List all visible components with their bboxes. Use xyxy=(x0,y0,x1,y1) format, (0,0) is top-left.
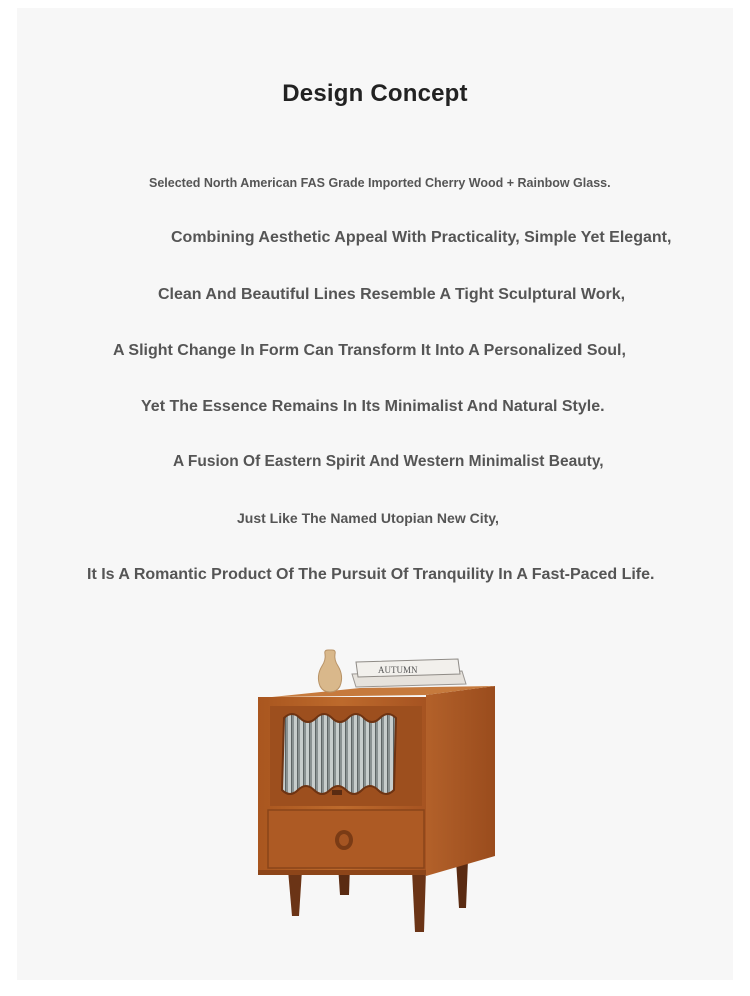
vase xyxy=(318,650,341,692)
rainbow-glass-panel xyxy=(282,714,396,794)
intro-text: Selected North American FAS Grade Imported Cherry Wood + Rainbow Glass. xyxy=(149,176,611,190)
concept-line-2: Clean And Beautiful Lines Resemble A Tight Sculptural Work, xyxy=(158,286,626,303)
concept-line-3: A Slight Change In Form Can Transform It Into A Personalized Soul, xyxy=(113,342,626,359)
side-panel xyxy=(426,686,495,876)
concept-line-4: Yet The Essence Remains In Its Minimalist And Natural Style. xyxy=(141,398,605,415)
concept-line-7: It Is A Romantic Product Of The Pursuit Of Tranquility In A Fast-Paced Life. xyxy=(87,566,655,583)
door-knob xyxy=(332,790,342,795)
concept-line-5: A Fusion Of Eastern Spirit And Western Minimalist Beauty, xyxy=(173,453,604,470)
product-image xyxy=(240,640,510,940)
nightstand-illustration xyxy=(240,640,510,940)
book-spine-text: AUTUMN xyxy=(378,665,418,675)
concept-line-1: Combining Aesthetic Appeal With Practicality, Simple Yet Elegant, xyxy=(171,229,672,246)
leg-front-right xyxy=(412,870,426,932)
page-title: Design Concept xyxy=(282,80,468,107)
leg-front-left xyxy=(288,870,302,916)
concept-line-6: Just Like The Named Utopian New City, xyxy=(237,510,499,526)
leg-back-right xyxy=(456,860,468,908)
